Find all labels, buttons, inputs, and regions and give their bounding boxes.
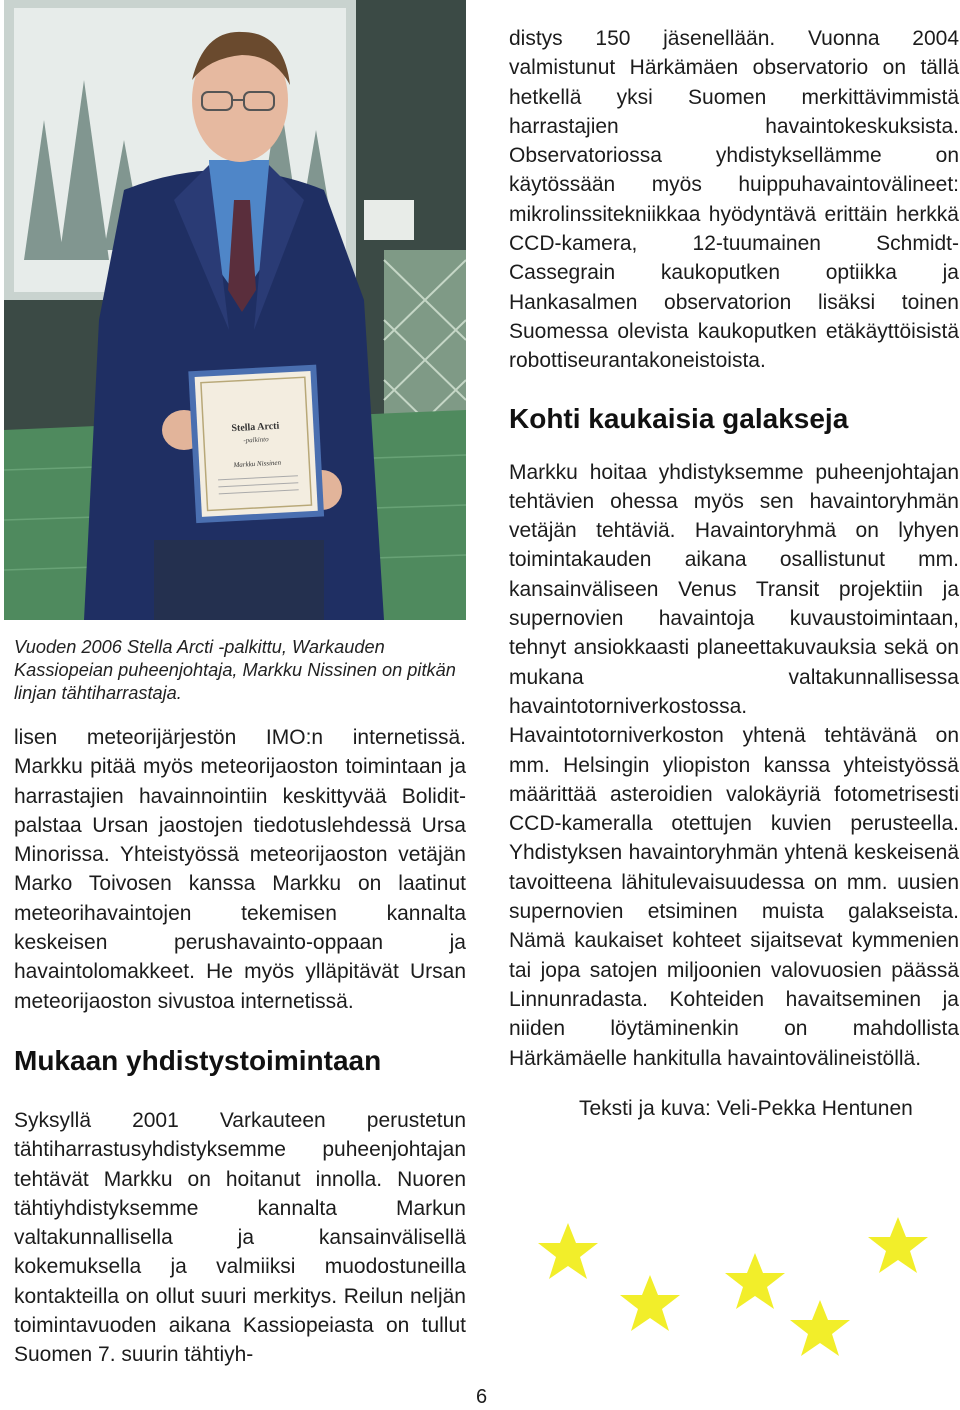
right-paragraph-2: Markku hoitaa yhdistyksemme puheenjohtajan tehtävien ohessa myös sen havaintoryhmän vetäjän tehtäviä. Havaintoryhmä on lyhyen toimintakauden aikana osallistunut mm. kansainväliseen Venus Transit projektiin ja supernovien havaintoja kuvaustoimintaan, tehnyt ansiokkaasti planeettakuvauksia sekä on mukana valtakunnallisessa havaintotorniverkostossa. Havaintotorniverkoston yhtenä tehtävänä on mm. Helsingin yliopiston kanssa yhteistyössä määrittää asteroidien valokäyriä fotometrisesti CCD-kameralla otettujen kuvien perusteella. Yhdistyksen havaintoryhmän yhtenä keskeisenä tavoitteena lähitulevaisuudessa on mm. uusien supernovien etsiminen muista galakseista. Nämä kaukaiset kohteet sijaitsevat kymmenien tai jopa satojen miljoonien valovuosien päässä Linnunradasta. Kohteiden havaitseminen ja niiden löytäminenkin on mahdollista Härkämäelle hankitulla havaintovälineistöllä. <box>509 460 959 1070</box>
certificate-title: Stella Arcti <box>231 420 280 435</box>
right-column <box>509 24 959 1123</box>
photo-caption: Vuoden 2006 Stella Arcti -palkittu, Warkauden Kassiopeian puheenjohtaja, Markku Nissinen on pitkän linjan tähtiharrastaja. <box>14 637 456 703</box>
star-icon <box>620 1275 680 1331</box>
page-number: 6 <box>476 1386 488 1408</box>
section-heading-right: Kohti kaukaisia galakseja <box>509 402 849 434</box>
portrait-photo <box>4 0 466 620</box>
stars-decoration <box>520 1205 960 1365</box>
author-credit: Teksti ja kuva: Veli-Pekka Hentunen <box>579 1096 913 1120</box>
right-paragraph-1: distys 150 jäsenellään. Vuonna 2004 valmistunut Härkämäen observatorio on tällä hetkellä yksi Suomen merkittävimmistä harrastajien havaintokeskuksista. Observatoriossa yhdistyksellämme on käytössään myös huippuhavaintovälineet: mikrolinssitekniikkaa hyödyntävä erittäin herkkä CCD-kamera, 12-tuumainen Schmidt-Cassegrain kaukoputken optiikka ja Hankasalmen observatorion lisäksi toinen Suomessa olevista kaukoputken etäkäyttöisistä robottiseurantakoneistoista. <box>509 27 959 373</box>
left-column <box>4 0 466 1370</box>
left-paragraph-1: lisen meteorijärjestön IMO:n internetissä. Markku pitää myös meteorijaoston toimintaan ja harrastajien havainnointiin keskittyvää Bolidit-palstaa Ursan jaostojen tiedotuslehdessä Ursa Minorissa. Yhteistyössä meteorijaoston vetäjän Marko Toivosen kanssa Markku on laatinut meteorihavaintojen tekemisen kannalta keskeisen perushavainto-oppaan ja havaintolomakkeet. He myös ylläpitävät Ursan meteorijaoston sivustoa internetissä. <box>14 726 466 1013</box>
star-icon <box>868 1217 928 1273</box>
star-icon <box>538 1223 598 1279</box>
star-icon <box>790 1300 850 1356</box>
certificate-subtitle: -palkinto <box>243 435 269 445</box>
photo-illustration <box>4 0 466 620</box>
star-icon <box>725 1253 785 1309</box>
section-heading-left: Mukaan yhdistystoimintaan <box>14 1044 382 1076</box>
certificate-recipient: Markku Nissinen <box>233 458 282 470</box>
left-paragraph-2: Syksyllä 2001 Varkauteen perustetun tähtiharrastusyhdistyksemme puheenjohtajan tehtävät Markku on hoitanut innolla. Nuoren tähtiyhdistyksemme kannalta Markun valtakunnallisella ja kansainvälisellä kokemuksella ja valmiiksi muodostuneilla kontakteilla on ollut suuri merkitys. Reilun neljän toimintavuoden aikana Kassiopeiasta on tullut Suomen 7. suurin tähtiyh- <box>14 1108 466 1367</box>
